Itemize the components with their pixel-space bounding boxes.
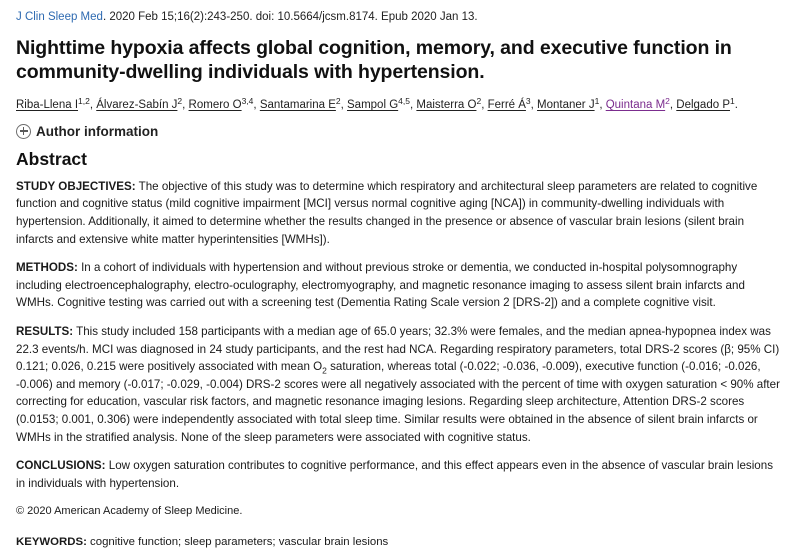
citation-line xyxy=(16,10,784,26)
author-name: Quintana M xyxy=(605,99,666,112)
author-link[interactable]: Maisterra $O^2$ xyxy=(416,95,482,112)
author-name: Álvarez-Sabín J xyxy=(96,99,178,112)
author-name: Montaner J xyxy=(537,99,595,112)
keywords-line xyxy=(16,534,784,551)
citation-details: . 2020 Feb 15;16(2):243-250. doi: 10.5664/jcsm.8174. Epub 2020 Jan 13. xyxy=(102,11,478,23)
abstract-methods-label: METHODS: xyxy=(16,261,78,275)
author-link[interactable]: Ferré $Á^3$ xyxy=(487,95,531,112)
author-link[interactable]: Álvarez-Sabín $J^2$ xyxy=(96,95,183,112)
author-information-toggle[interactable] xyxy=(16,124,784,139)
author-list: Riba-Llena I$^{1,2}$, Álvarez-Sabín $J^2$, Romero O$^{3,4}$, Santamarina $E^2$, Sampol G$^{4,5}$, Maisterra $O^2$, Ferré $Á^3$, Montaner $J^1$, Quintana $M^2$, Delgado $P^1$. xyxy=(16,95,738,112)
abstract-results xyxy=(16,323,784,446)
journal-link[interactable]: J Clin Sleep Med xyxy=(16,11,103,23)
author-name: Romero O xyxy=(188,99,242,112)
plus-circle-icon xyxy=(16,124,31,139)
author-name: Sampol G xyxy=(347,99,399,112)
author-link[interactable]: Sampol G$^{4,5}$ xyxy=(347,95,410,112)
abstract-heading: Abstract xyxy=(16,148,87,169)
author-link[interactable]: Delgado $P^1$ xyxy=(676,95,735,112)
author-link[interactable]: Quintana $M^2$ xyxy=(605,95,670,112)
abstract-conclusions-label: CONCLUSIONS: xyxy=(16,459,106,473)
author-link[interactable]: Montaner $J^1$ xyxy=(537,95,600,112)
author-link[interactable]: Romero O$^{3,4}$ xyxy=(188,95,254,112)
author-name: Riba-Llena I xyxy=(16,99,79,112)
copyright-notice: © 2020 American Academy of Sleep Medicine. xyxy=(16,505,243,518)
keywords-label: KEYWORDS: xyxy=(16,535,87,548)
page-title: Nighttime hypoxia affects global cognition, memory, and executive function in community-dwelling individuals with hypertension. xyxy=(16,36,732,84)
abstract-conclusions-text: Low oxygen saturation contributes to cognitive performance, and this effect appears even in the absence of vascular brain lesions in individuals with hypertension. xyxy=(16,459,773,490)
author-name: Delgado P xyxy=(676,99,730,112)
abstract-objectives xyxy=(16,178,784,248)
abstract-results-label: RESULTS: xyxy=(16,324,74,338)
abstract-conclusions xyxy=(16,457,784,492)
abstract-results-text-part1: This study included 158 participants with a median age of 65.0 years; 32.3% were females, and the median apnea-hypopnea index was 22.3 events/h. MCI was diagnosed in 24 study participants, and the rest had NCA. Regarding respiratory parameters, total DRS-2 scores (β; 95% CI) 0.121; 0.026, 0.215 were positively associated with mean O xyxy=(16,324,780,374)
abstract-results-text-part2: saturation, whereas total (-0.022; -0.036, -0.009), executive function (-0.016; -0.026, -0.006) and memory (-0.017; -0.029, -0.004) DRS-2 scores were all negatively associated with the percent of time with oxygen saturation < 90% after correcting for education, vascular risk factors, and magnetic resonance imaging lesions. Regarding sleep architecture, Attention DRS-2 scores (0.0153; 0.001, 0.306) were independently associated with total sleep time. Similar results were obtained in the absence of silent brain infarcts or WMHs in the stratified analysis. None of the sleep parameters were associated with cognitive status. xyxy=(16,360,780,444)
abstract-methods xyxy=(16,259,784,312)
abstract-objectives-text: The objective of this study was to determine which respiratory and architectural sleep parameters are related to cognitive function and cognitive status (mild cognitive impairment [MCI] versus normal cognitive aging [NCA]) in community-dwelling individuals with hypertension. Additionally, it aimed to determine whether the results changed in the presence or absence of vascular brain lesions (silent brain infarcts and extensive white matter hyperintensities [WMHs]). xyxy=(16,179,758,246)
author-name: Ferré Á xyxy=(487,99,526,112)
keywords-text: cognitive function; sleep parameters; vascular brain lesions xyxy=(86,535,389,548)
author-name: Maisterra O xyxy=(416,99,477,112)
oxygen-subscript: 2 xyxy=(322,365,327,376)
author-link[interactable]: Santamarina $E^2$ xyxy=(259,95,341,112)
author-name: Santamarina E xyxy=(259,99,336,112)
abstract-objectives-label: STUDY OBJECTIVES: xyxy=(16,179,136,193)
abstract-methods-text: In a cohort of individuals with hypertension and without previous stroke or dementia, we conducted in-hospital polysomnography including electroencephalography, electro-oculography, electromyography, and magnetic resonance imaging to assess silent brain infarcts and WMHs. Cognitive testing was carried out with a screening test (Dementia Rating Scale version 2 [DRS-2]) and a complete cognitive visit. xyxy=(16,261,745,310)
author-link[interactable]: Riba-Llena I$^{1,2}$ xyxy=(16,95,90,112)
author-information-label: Author information xyxy=(36,123,159,139)
